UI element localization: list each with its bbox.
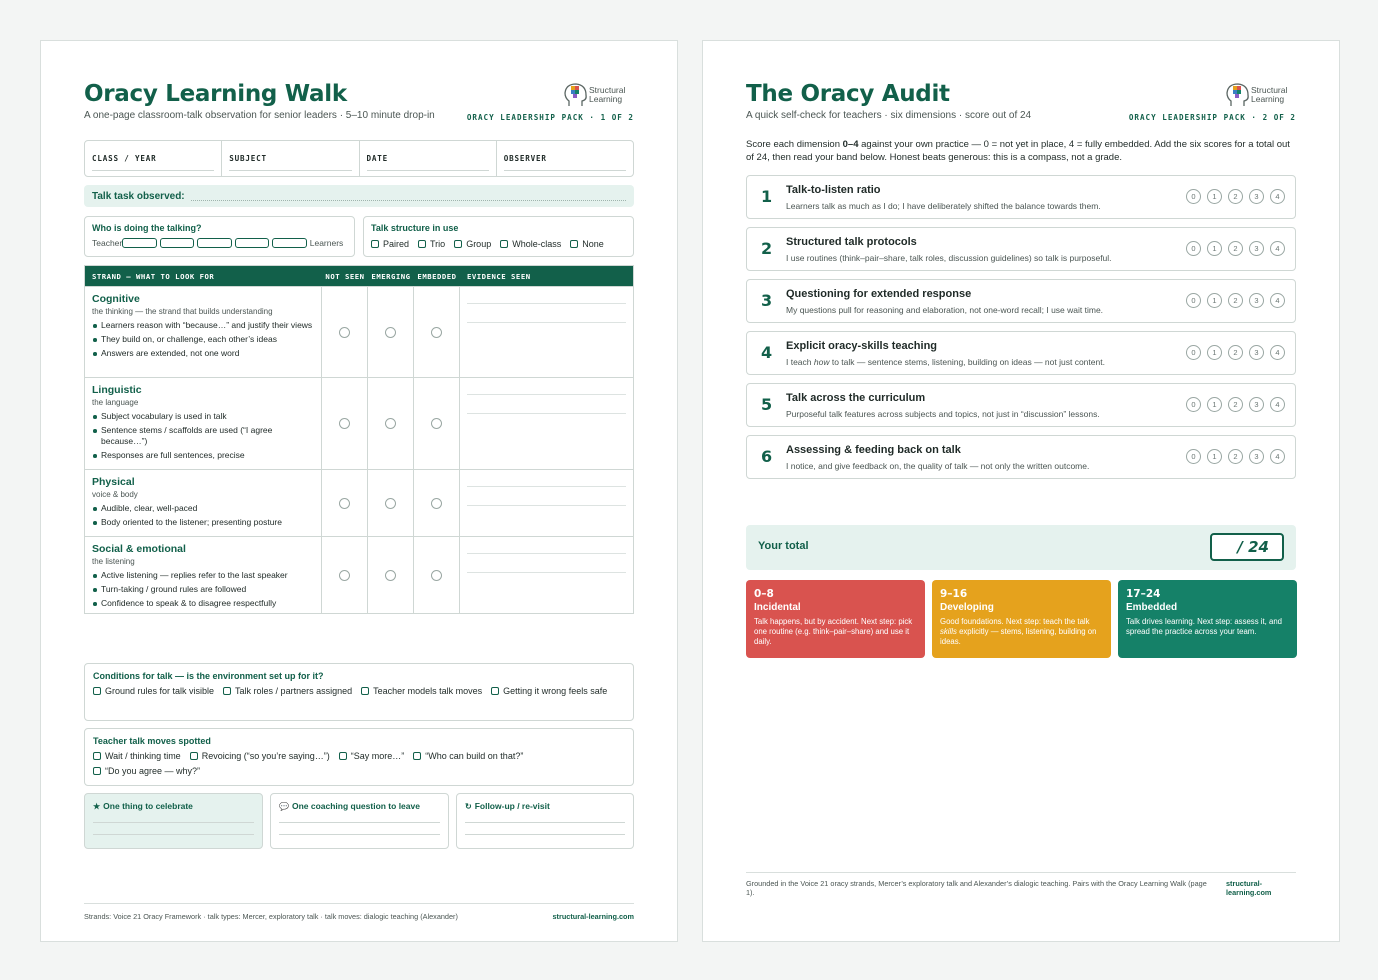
footer-link[interactable]: structural-learning.com [1226,879,1272,897]
score-option[interactable]: 4 [1270,449,1285,464]
talk-balance-segment[interactable] [235,238,270,248]
score-option[interactable]: 0 [1186,449,1201,464]
not-seen-radio[interactable] [339,570,350,581]
score-option[interactable]: 4 [1270,189,1285,204]
page-subtitle: A quick self-check for teachers · six dimensions · score out of 24 [746,110,1032,121]
not-seen-radio[interactable] [339,418,350,429]
dimension-card: 5 Talk across the curriculum Purposeful talk features across subjects and topics, not just in “discussion” lessons. 0 1 2 3 4 [746,383,1296,427]
score-option[interactable]: 3 [1249,345,1264,360]
speech-bubble-icon: 💬 [279,801,289,811]
band-incidental: 0–8 Incidental Talk happens, but by accident. Next step: pick one routine (e.g. think–pair–share) and use it daily. [746,580,925,658]
embedded-radio[interactable] [431,570,442,581]
strand-row-physical: Physical voice & body Audible, clear, well-paced Body oriented to the listener; presenting posture [85,469,633,536]
logo-line1: Structural [589,85,626,95]
emerging-radio[interactable] [385,327,396,338]
list-item: Body oriented to the listener; presenting posture [92,517,315,528]
talk-task-field[interactable]: Talk task observed: [84,185,634,207]
evidence-field[interactable] [460,287,633,377]
score-option[interactable]: 0 [1186,241,1201,256]
footer-link[interactable]: structural-learning.com [552,912,634,921]
strand-row-social-emotional: Social & emotional the listening Active listening — replies refer to the last speaker Turn-taking / ground rules are followed Confidence to speak & to disagree respectfully [85,536,633,613]
condition-checkbox[interactable]: Getting it wrong feels safe [491,686,607,696]
list-item: Answers are extended, not one word [92,348,315,359]
learners-label: Learners [309,238,344,248]
list-item: Turn-taking / ground rules are followed [92,584,315,595]
list-item: Confidence to speak & to disagree respectfully [92,598,315,609]
talk-moves-box: Teacher talk moves spotted Wait / thinking time Revoicing (“so you’re saying…”) “Say more…” “Who can build on that?” “Do you agree — why?” [84,728,634,786]
intro-text: Score each dimension 0–4 against your own practice — 0 = not yet in place, 4 = fully embedded. Add the six scores for a total out of 24, then read your band below. Honest beats generous: this is a compass, not a grade. [746,139,1290,163]
list-item: Active listening — replies refer to the last speaker [92,570,315,581]
embedded-radio[interactable] [431,498,442,509]
follow-up-box[interactable]: ↻ Follow-up / re-visit [456,793,634,849]
evidence-field[interactable] [460,470,633,536]
list-item: Responses are full sentences, precise [92,450,315,461]
score-scale [1180,241,1285,256]
score-option[interactable]: 2 [1228,293,1243,308]
score-option[interactable]: 4 [1270,345,1285,360]
evidence-field[interactable] [460,537,633,613]
structural-learning-logo [562,81,634,109]
score-scale [1180,345,1285,360]
head-logo-icon [1224,81,1250,109]
embedded-radio[interactable] [431,418,442,429]
condition-checkbox[interactable]: Teacher models talk moves [361,686,482,696]
talk-balance-segment[interactable] [272,238,307,248]
band-embedded: 17–24 Embedded Talk drives learning. Next step: assess it, and spread the practice across your team. [1118,580,1297,658]
coaching-question-box[interactable]: 💬 One coaching question to leave [270,793,449,849]
subject-field[interactable]: SUBJECT [222,141,359,176]
score-scale [1180,449,1285,464]
structure-option-none[interactable]: None [570,239,604,249]
logo-line1: Structural [1251,85,1288,95]
list-item: Audible, clear, well-paced [92,503,315,514]
dimension-card: 1 Talk-to-listen ratio Learners talk as much as I do; I have deliberately shifted the balance towards them. 0 1 2 3 4 [746,175,1296,219]
score-option[interactable]: 2 [1228,345,1243,360]
score-option[interactable]: 2 [1228,189,1243,204]
refresh-icon: ↻ [465,801,472,811]
page-oracy-learning-walk [40,40,678,942]
list-item: Learners reason with “because…” and justify their views [92,320,315,331]
emerging-radio[interactable] [385,570,396,581]
condition-checkbox[interactable]: Talk roles / partners assigned [223,686,352,696]
who-talking-box: Who is doing the talking? Teacher Learners [84,216,355,257]
total-panel: Your total / 24 [746,525,1296,570]
talk-move-checkbox[interactable]: Revoicing (“so you’re saying…”) [190,751,330,761]
header-fields [84,140,634,177]
pack-label: ORACY LEADERSHIP PACK · 2 OF 2 [1128,113,1296,122]
score-option[interactable]: 4 [1270,397,1285,412]
score-option[interactable]: 2 [1228,241,1243,256]
observer-field[interactable]: OBSERVER [497,141,633,176]
strand-row-linguistic: Linguistic the language Subject vocabulary is used in talk Sentence stems / scaffolds are used (“I agree because…”) Responses are full sentences, precise [85,377,633,469]
logo-line2: Learning [1251,94,1285,104]
logo-line2: Learning [589,94,623,104]
talk-move-checkbox[interactable]: “Who can build on that?” [413,751,523,761]
score-option[interactable]: 3 [1249,241,1264,256]
star-icon: ★ [93,801,101,811]
dimension-card: 4 Explicit oracy-skills teaching I teach how to talk — sentence stems, listening, building on ideas — not just content. 0 1 2 3 4 [746,331,1296,375]
score-option[interactable]: 0 [1186,293,1201,308]
strand-row-cognitive: Cognitive the thinking — the strand that builds understanding Learners reason with “because…” and justify their views They build on, or challenge, each other’s ideas Answers are extended, not one word [85,286,633,377]
embedded-radio[interactable] [431,327,442,338]
strand-table-header: STRAND — WHAT TO LOOK FOR NOT SEEN EMERGING EMBEDDED EVIDENCE SEEN [85,266,633,286]
page-oracy-audit [702,40,1340,942]
dimension-card: 3 Questioning for extended response My questions pull for reasoning and elaboration, not one-word recall; I use wait time. 0 1 2 3 4 [746,279,1296,323]
emerging-radio[interactable] [385,498,396,509]
list-item: Sentence stems / scaffolds are used (“I agree because…”) [92,425,315,447]
band-developing: 9–16 Developing Good foundations. Next step: teach the talk skills explicitly — stems, listening, building on ideas. [932,580,1111,658]
emerging-radio[interactable] [385,418,396,429]
condition-checkbox[interactable]: Ground rules for talk visible [93,686,214,696]
score-option[interactable]: 1 [1207,293,1222,308]
page-title: The Oracy Audit [746,81,950,107]
page-footer: Strands: Voice 21 Oracy Framework · talk types: Mercer, exploratory talk · talk moves: dialogic teaching (Alexander) structural-learning.com [84,903,634,921]
dimension-card: 2 Structured talk protocols I use routines (think–pair–share, talk roles, discussion guidelines) so talk is purposeful. 0 1 2 3 4 [746,227,1296,271]
talk-move-checkbox[interactable]: “Do you agree — why?” [93,766,200,776]
structure-option-paired[interactable]: Paired [371,239,409,249]
strand-table [84,265,634,614]
score-scale [1180,293,1285,308]
score-option[interactable]: 0 [1186,189,1201,204]
class-year-field[interactable]: CLASS / YEAR [85,141,222,176]
evidence-field[interactable] [460,378,633,469]
page-title: Oracy Learning Walk [84,81,347,107]
page-subtitle: A one-page classroom-talk observation for senior leaders · 5–10 minute drop-in [84,110,435,121]
page-footer: Grounded in the Voice 21 oracy strands, Mercer’s exploratory talk and Alexander’s dialogic teaching. Pairs with the Oracy Learning Walk (page 1). structural-learning.com [746,872,1296,897]
date-field[interactable]: DATE [360,141,497,176]
score-scale [1180,189,1285,204]
conditions-box: Conditions for talk — is the environment set up for it? Ground rules for talk visible Talk roles / partners assigned Teacher models talk moves Getting it wrong feels safe [84,663,634,721]
score-option[interactable]: 0 [1186,397,1201,412]
pack-label: ORACY LEADERSHIP PACK · 1 OF 2 [466,113,634,122]
score-option[interactable]: 4 [1270,293,1285,308]
score-option[interactable]: 1 [1207,241,1222,256]
score-option[interactable]: 3 [1249,449,1264,464]
score-option[interactable]: 2 [1228,449,1243,464]
list-item: They build on, or challenge, each other’s ideas [92,334,315,345]
score-option[interactable]: 1 [1207,397,1222,412]
score-option[interactable]: 3 [1249,293,1264,308]
structure-option-trio[interactable]: Trio [418,239,445,249]
celebrate-box[interactable]: ★ One thing to celebrate [84,793,263,849]
score-option[interactable]: 3 [1249,189,1264,204]
talk-balance-segment[interactable] [122,238,157,248]
structure-option-group[interactable]: Group [454,239,491,249]
talk-balance-segment[interactable] [160,238,195,248]
talk-move-checkbox[interactable]: “Say more…” [339,751,405,761]
head-logo-icon [562,81,588,109]
score-option[interactable]: 1 [1207,189,1222,204]
score-option[interactable]: 2 [1228,397,1243,412]
structural-learning-logo [1224,81,1296,109]
not-seen-radio[interactable] [339,327,350,338]
score-option[interactable]: 1 [1207,345,1222,360]
talk-balance-segment[interactable] [197,238,232,248]
total-input[interactable]: / 24 [1210,533,1284,561]
structure-option-whole-class[interactable]: Whole-class [500,239,561,249]
score-scale [1180,397,1285,412]
score-option[interactable]: 3 [1249,397,1264,412]
list-item: Subject vocabulary is used in talk [92,411,315,422]
dimension-card: 6 Assessing & feeding back on talk I notice, and give feedback on, the quality of talk — not only the written outcome. 0 1 2 3 4 [746,435,1296,479]
score-option[interactable]: 1 [1207,449,1222,464]
teacher-label: Teacher [92,238,123,248]
not-seen-radio[interactable] [339,498,350,509]
talk-structure-box: Talk structure in use Paired Trio Group Whole-class None [363,216,634,257]
talk-move-checkbox[interactable]: Wait / thinking time [93,751,181,761]
score-option[interactable]: 0 [1186,345,1201,360]
score-option[interactable]: 4 [1270,241,1285,256]
